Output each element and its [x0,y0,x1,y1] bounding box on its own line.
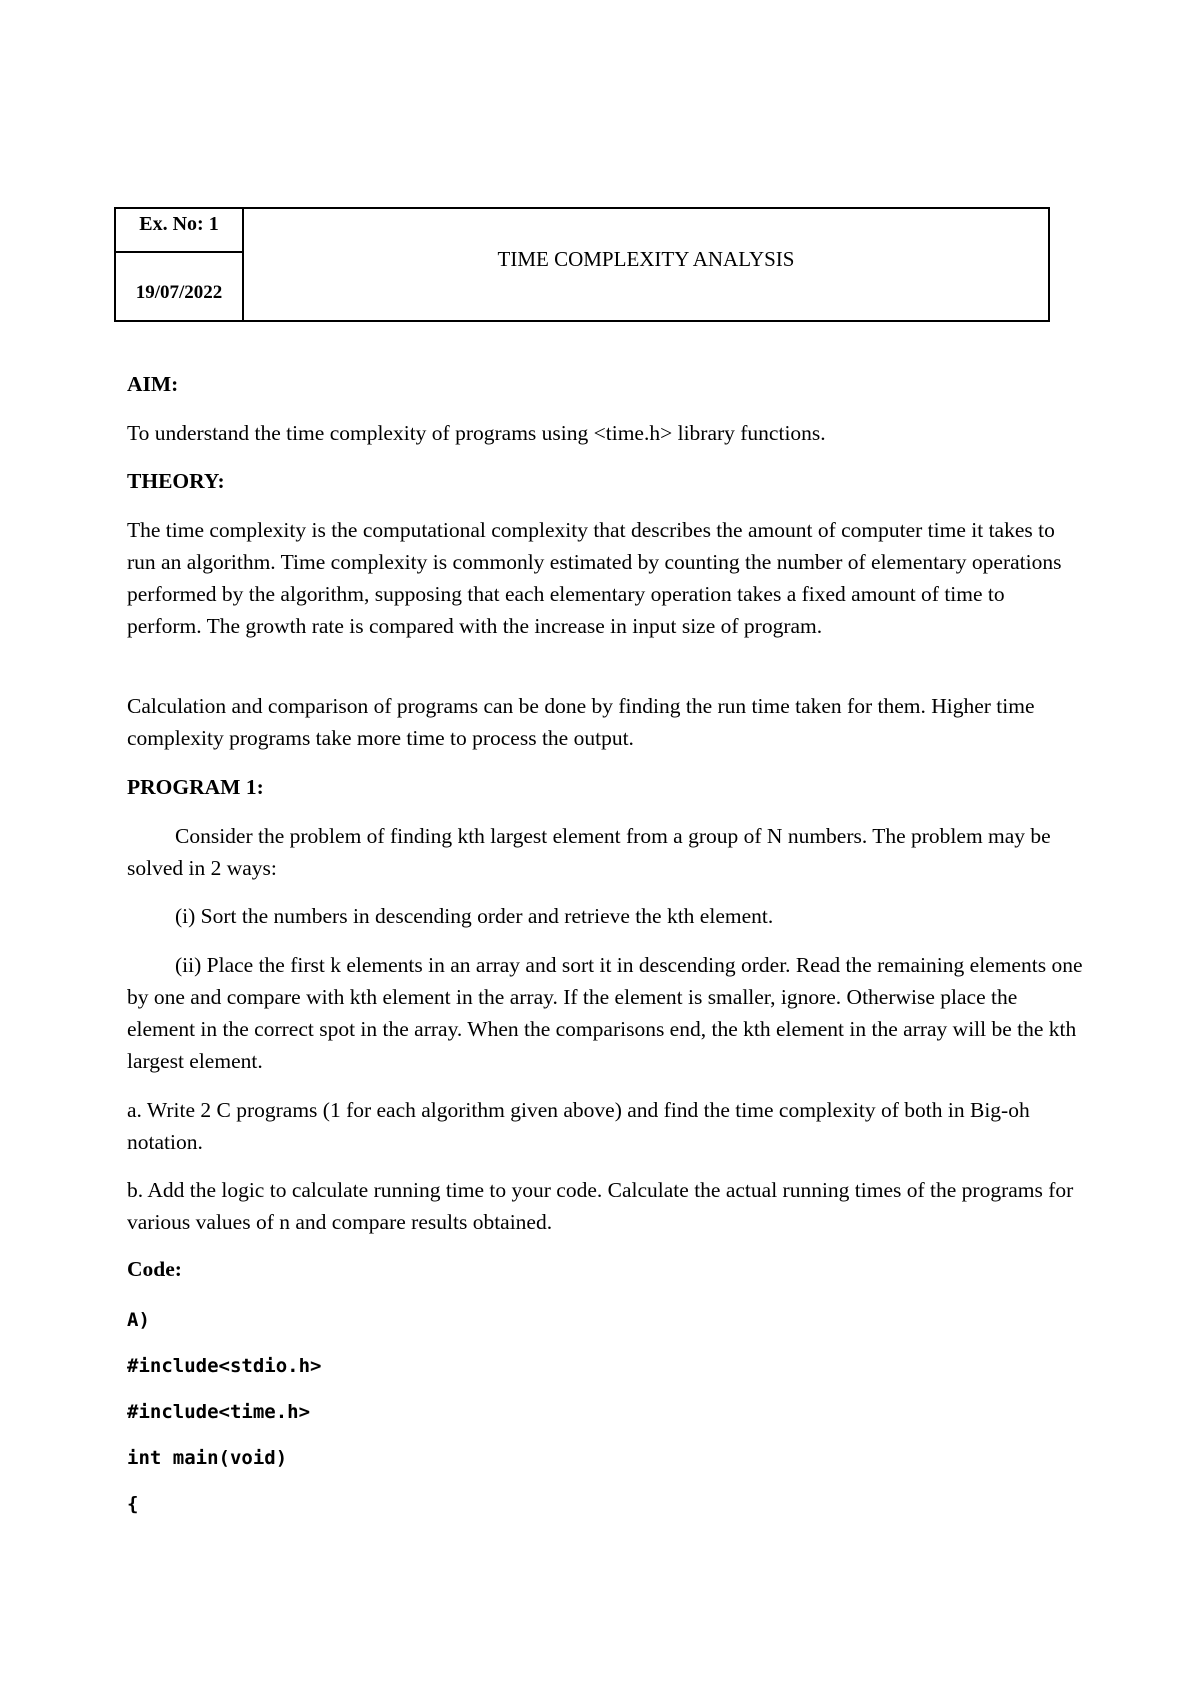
program1-way-1: (i) Sort the numbers in descending order and retrieve the kth element. [175,904,774,928]
code-line: int main(void) [127,1447,288,1469]
aim-text: To understand the time complexity of programs using <time.h> library functions. [127,421,826,445]
program1-way-2: (ii) Place the first k elements in an array and sort it in descending order. Read the remaining elements one by one and compare with kth element in the array. If the element is smaller, ignore. Otherwise place the element in the correct spot in the array. When the comparisons end, the kth element in the array will be the kth largest element. [127,953,1083,1073]
program1-task-b: b. Add the logic to calculate running time to your code. Calculate the actual running times of the programs for various values of n and compare results obtained. [127,1178,1074,1234]
theory-paragraph-1: The time complexity is the computational complexity that describes the amount of computer time it takes to run an algorithm. Time complexity is commonly estimated by counting the number of elementary operations performed by the algorithm, supposing that each elementary operation takes a fixed amount of time to perform. The growth rate is compared with the increase in input size of program. [127,518,1062,638]
exercise-title: TIME COMPLEXITY ANALYSIS [497,247,795,271]
code-line: { [127,1493,139,1515]
theory-paragraph-2: Calculation and comparison of programs can be done by finding the run time taken for them. Higher time complexity programs take more time to process the output. [127,694,1035,750]
code-line: #include<stdio.h> [127,1355,322,1377]
header-left-column [116,209,244,320]
program1-intro: Consider the problem of finding kth largest element from a group of N numbers. The problem may be solved in 2 ways: [127,824,1051,880]
code-part-label: A) [127,1309,150,1331]
exercise-number: Ex. No: 1 [116,209,242,253]
code-line: #include<time.h> [127,1401,311,1423]
theory-heading: THEORY: [127,469,225,493]
program1-task-a: a. Write 2 C programs (1 for each algorithm given above) and find the time complexity of both in Big-oh notation. [127,1098,1030,1154]
exercise-date: 19/07/2022 [135,282,223,303]
header-table [114,207,1050,322]
program1-heading: PROGRAM 1: [127,775,264,799]
code-heading: Code: [127,1257,182,1281]
aim-heading: AIM: [127,372,179,396]
